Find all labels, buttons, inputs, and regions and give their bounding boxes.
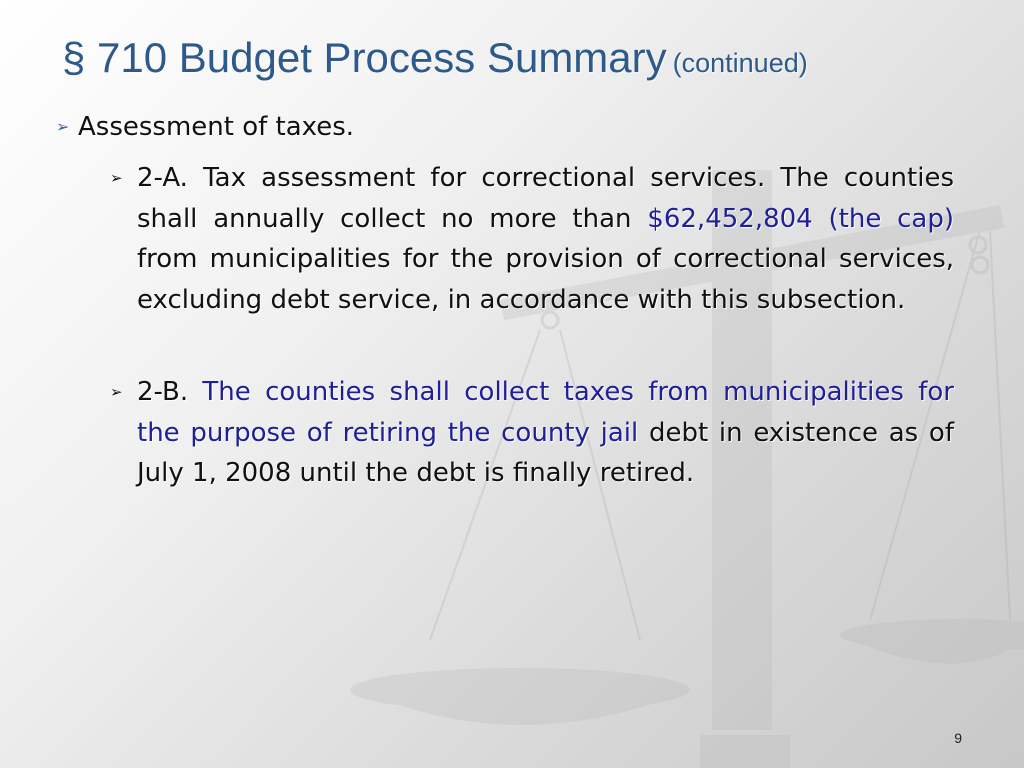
title-suffix: (continued) (672, 48, 808, 78)
slide-number: 9 (954, 730, 962, 746)
highlight-cap: $62,452,804 (the cap) (647, 203, 954, 234)
sub-bullet-text (137, 158, 954, 320)
chevron-right-icon: ➢ (110, 169, 123, 187)
chevron-right-icon: ➢ (110, 383, 123, 401)
sub-bullet-2a (110, 158, 954, 320)
sub-bullet-2b (110, 372, 954, 494)
text-tail: debt in existence as of July 1, 2008 until the debt is finally retired. (137, 417, 954, 488)
sub-bullet-text (137, 372, 954, 494)
highlight-jail: The counties shall collect taxes from municipalities for the purpose of retiring the county jail (137, 377, 954, 448)
text-lead: 2-A. Tax assessment for correctional services. The counties shall annually collect no more than (137, 163, 954, 234)
text-lead: 2-B. (137, 377, 203, 407)
slide-title (62, 34, 808, 82)
bullet-assessment (56, 112, 956, 142)
bullet-text: Assessment of taxes. (78, 112, 355, 142)
text-tail: from municipalities for the provision of correctional services, excluding debt service, in accordance with this subsection. (137, 244, 954, 315)
chevron-right-icon: ➢ (56, 117, 70, 136)
title-text: § 710 Budget Process Summary (62, 34, 667, 81)
